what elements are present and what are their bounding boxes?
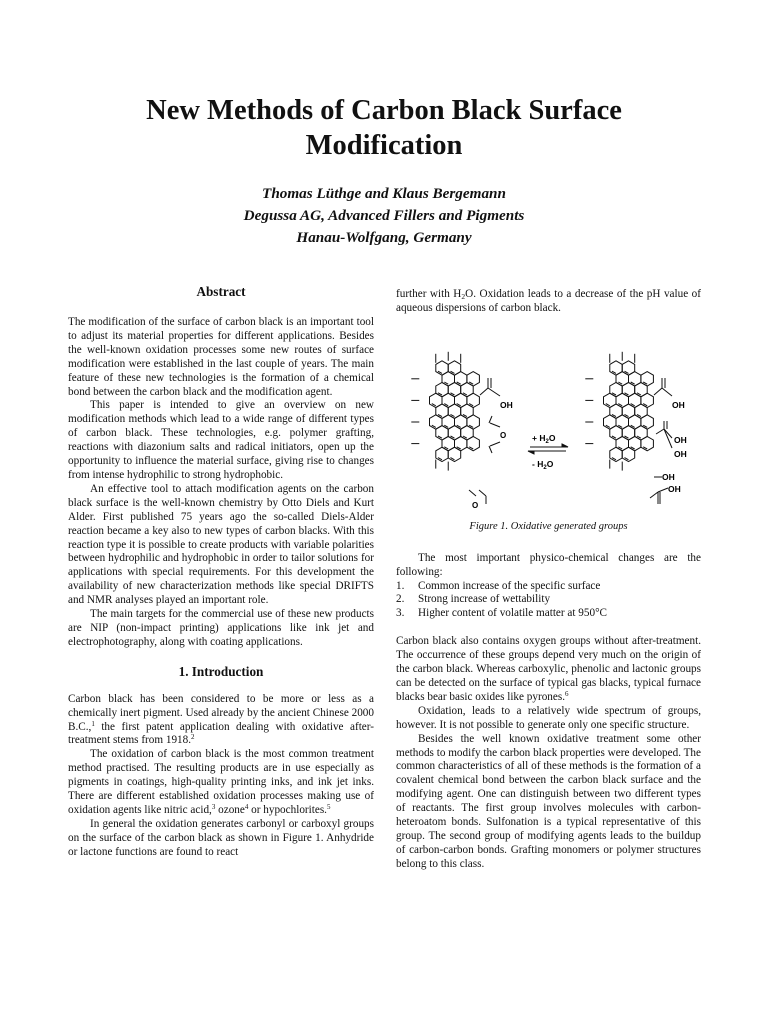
continued-paragraph: further with $H_2O$. Oxidation leads to a decrease of the pH value of aqueous dispersions of carbon black. [396, 288, 701, 314]
other-methods-paragraph: Besides the well known oxidative treatment some other methods to modify the carbon black properties were developed. The common characteristics of all of these methods is the formation of a covalent chemical bond between the carbon black surface and the modifying agent. One can distinguish between two different types of reactants. The first group involves molecules with carbon-heteroatom bonds. Sulfonation is a typical representative of this group. The second group of modifying agents leads to the buildup of carbon-carbon bonds. Grafting monomers or polymer structures belong to this class. [396, 732, 701, 870]
abstract-paragraph-3: An effective tool to attach modification agents on the carbon black surface is the well-known chemistry by Otto Diels and Kurt Alder. First published 75 years ago the so-called Diels-Alder reaction became a key also to new types of carbon blacks. With this reaction type it is possible to create products with variable polarities between hydrophilic and hydrophobic in order to tailor solutions for applications with special requirements. For this development the availability of new characterization methods like special DRIFTS and NMR analyses played an important role. [68, 482, 374, 607]
changes-list [396, 580, 701, 622]
equilibrium-arrows [528, 444, 568, 454]
footnote-ref-6: 6 [565, 689, 569, 698]
abstract-paragraph-1: The modification of the surface of carbon black is an important tool to adjust its material properties for different applications. Besides the well-known oxidation processes some new routes of surface modification were established in the last couple of years. The main feature of these new technologies is the formation of a chemical bond between the carbon black and the modification agent. [68, 316, 374, 398]
paper-title [0, 93, 768, 163]
carbon-black-structure-right [585, 352, 653, 471]
changes-intro-paragraph: The most important physico-chemical changes are the following: [396, 551, 701, 578]
figure-1-caption: Figure 1. Oxidative generated groups [469, 520, 628, 532]
title-line-2: Modification [305, 130, 463, 161]
list-item: 2. Strong increase of wettability [396, 593, 551, 606]
figure-1 [396, 330, 701, 510]
abstract-paragraph-4: The main targets for the commercial use of these new products are NIP (non-impact printing) applications like ink jet and electrophotography, along with coating applications. [68, 608, 374, 648]
oh-label-left: OH [500, 399, 513, 410]
author-block [0, 183, 768, 249]
left-column [68, 284, 374, 860]
list-item: 3. Higher content of volatile matter at 950°C [396, 607, 608, 620]
intro-paragraph-1: Carbon black has been considered to be more or less as a chemically inert pigment. Used already by the ancient Chinese 2000 B.C.,$^1$ the first patent application dealing with oxidative after-treatment stems from 1918.$^2$ [68, 692, 374, 747]
list-item: 1. Common increase of the specific surface [396, 579, 601, 592]
minus-water-label: - $H_2O$ [532, 458, 554, 471]
footnote-ref-3: 3 [211, 803, 216, 811]
oxidation-spectrum-paragraph: Oxidation, leads to a relatively wide spectrum of groups, however. It is not possible to generate only one specific structure. [396, 704, 701, 731]
intro-paragraph-3: In general the oxidation generates carbonyl or carboxyl groups on the surface of the carbon black as shown in Figure 1. Anhydride or lactone functions are found to react [68, 817, 374, 858]
right-column [396, 288, 701, 872]
authors: Thomas Lüthge and Klaus Bergemann [262, 185, 506, 202]
location: Hanau-Wolfgang, Germany [296, 229, 472, 246]
abstract-heading: Abstract [196, 284, 246, 299]
anhydride-ring [489, 416, 500, 453]
oxygen-groups-paragraph: Carbon black also contains oxygen groups without after-treatment. The occurrence of these groups depend very much on the origin of the carbon black. Whereas carboxylic, phenolic and lactonic groups can be detected on the surface of typical gas blacks, typical furnace blacks bear basic oxides like pyrones.$^6$ [396, 635, 701, 703]
footnote-ref-5: 5 [326, 803, 331, 811]
o-label-lactone: O [472, 500, 479, 510]
oh-label-right-2: OH [674, 434, 687, 445]
oh-label-right-4: OH [662, 471, 675, 482]
abstract-paragraph-2: This paper is intended to give an overview on new modification methods which lead to a wide range of different types of carbon black. These technologies, e.g. polymer grafting, reactions with diazonium salts and radical initiators, open up the opportunity to influence the material surface, giving rise to changes from intense hydrophilic to strong hydrophobic. [68, 399, 374, 481]
footnote-ref-2: 2 [191, 733, 195, 742]
footnote-ref-4: 4 [244, 803, 249, 811]
carboxyl-group-left [480, 378, 500, 396]
footnote-ref-1: 1 [91, 719, 95, 728]
oh-label-right-3: OH [674, 448, 687, 459]
plus-water-label: + $H_2O$ [532, 432, 556, 445]
o-label-anhydride: O [500, 430, 507, 440]
intro-paragraph-2: The oxidation of carbon black is the most common treatment method practised. The resulting products are in use especially as pigments in coatings, high-quality printing inks, and ink jet inks. There are different established oxidation processes making use of oxidation agents like nitric acid,$^3$ ozone$^4$ or hypochlorites.$^5$ [68, 748, 374, 816]
oh-label-right-5: OH [668, 483, 681, 494]
oh-label-right-1: OH [672, 399, 685, 410]
introduction-heading: 1. Introduction [178, 663, 264, 679]
carbon-black-structure-left [411, 352, 479, 471]
affiliation: Degussa AG, Advanced Fillers and Pigments [243, 207, 525, 224]
oxidation-reaction-diagram [396, 330, 701, 510]
title-line-1: New Methods of Carbon Black Surface [146, 95, 622, 126]
